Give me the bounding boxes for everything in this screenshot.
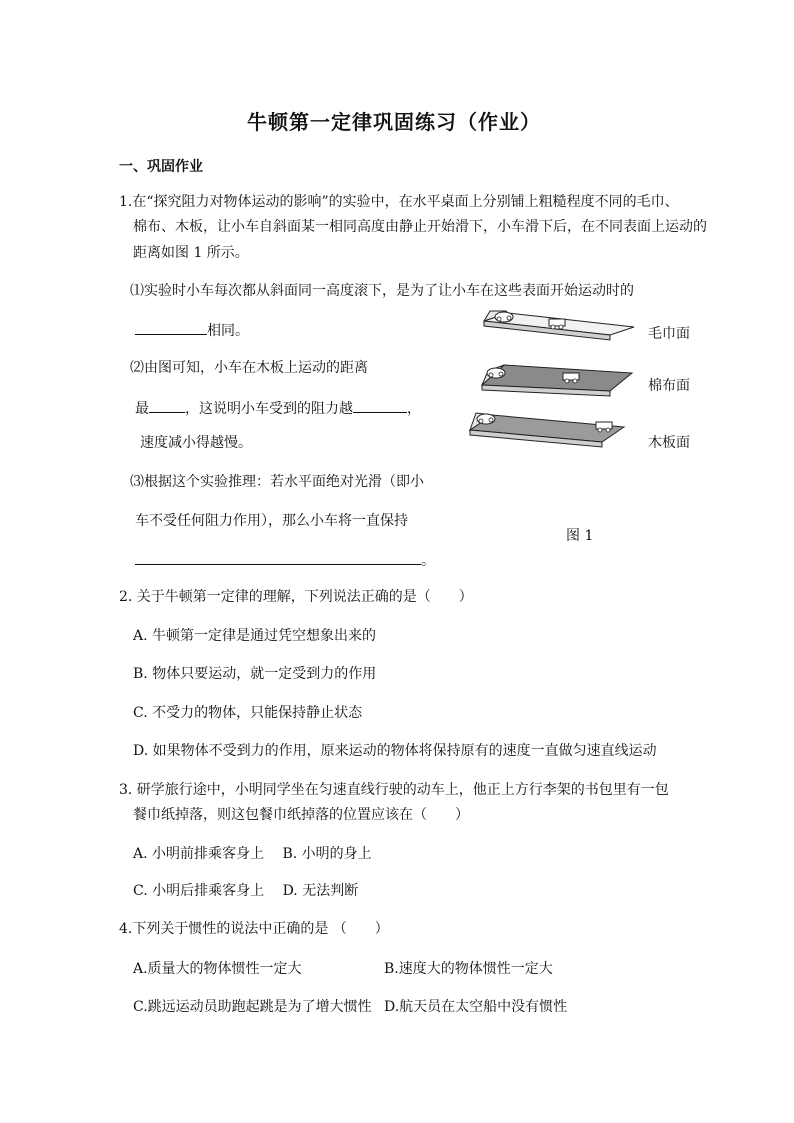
q2-option-d[interactable]: D. 如果物体不受到力的作用，原来运动的物体将保持原有的速度一直做匀速直线运动 [133, 743, 657, 759]
q1-sub2-line1: ⑵由图可知，小车在木板上运动的距离 [130, 360, 368, 376]
q1-sub2-line3: 速度减小得越慢。 [140, 435, 252, 451]
q1-sub1-line2 [135, 320, 249, 340]
cotton-slope-cart [487, 368, 505, 378]
q1-stem-line2: 棉布、木板，让小车自斜面某一相同高度由静止开始滑下，小车滑下后，在不同表面上运动的 [133, 219, 707, 235]
q1-sub2-answer-blank-1[interactable] [149, 398, 185, 413]
figure-1-diagram [462, 305, 637, 455]
q1-sub3-line2: 车不受任何阻力作用），那么小车将一直保持 [135, 513, 408, 529]
figure-caption: 图 1 [566, 528, 594, 544]
q1-sub3-line1: ⑶根据这个实验推理：若水平面绝对光滑（即小 [130, 474, 424, 490]
wood-surface-setup [470, 413, 624, 447]
q1-sub1-answer-blank[interactable] [135, 320, 207, 335]
q1-sub3-post: 。 [421, 553, 435, 569]
q3-options-row1[interactable]: A. 小明前排乘客身上 B. 小明的身上 [133, 846, 372, 862]
q1-sub2-pre: 最 [135, 401, 149, 417]
wood-slope-cart [477, 414, 495, 424]
q1-sub3-line3 [135, 550, 435, 570]
q4-stem: 4.下列关于惯性的说法中正确的是 （ ） [119, 921, 389, 937]
q1-sub3-answer-blank[interactable] [135, 550, 421, 565]
q1-sub1-after-text: 相同。 [207, 323, 249, 339]
figure-label-towel: 毛巾面 [648, 326, 690, 342]
q1-sub2-answer-blank-2[interactable] [353, 398, 407, 413]
q3-options-row2[interactable]: C. 小明后排乘客身上 D. 无法判断 [133, 883, 359, 899]
q1-stem-line3: 距离如图 1 所示。 [133, 245, 249, 261]
q2-option-a[interactable]: A. 牛顿第一定律是通过凭空想象出来的 [133, 628, 377, 644]
figure-label-wood: 木板面 [648, 435, 690, 451]
q1-sub2-post: ， [407, 401, 421, 417]
q1-sub2-mid: ，这说明小车受到的阻力越 [185, 401, 353, 417]
q1-sub1-line1: ⑴实验时小车每次都从斜面同一高度滚下，是为了让小车在这些表面开始运动时的 [130, 283, 634, 299]
q1-sub2-line2 [135, 398, 421, 418]
q4-option-a[interactable]: A.质量大的物体惯性一定大 [133, 961, 302, 977]
q4-option-c[interactable]: C.跳远运动员助跑起跳是为了增大惯性 [133, 999, 372, 1015]
q3-stem-line1: 3. 研学旅行途中，小明同学坐在匀速直线行驶的动车上，他正上方行李架的书包里有一包 [119, 782, 669, 798]
q2-option-b[interactable]: B. 物体只要运动，就一定受到力的作用 [133, 666, 377, 682]
q4-option-b[interactable]: B.速度大的物体惯性一定大 [384, 961, 553, 977]
page-title: 牛顿第一定律巩固练习（作业） [247, 110, 541, 134]
section-heading: 一、巩固作业 [119, 159, 203, 175]
q1-stem-line1: 1.在“探究阻力对物体运动的影响”的实验中，在水平桌面上分别铺上粗糙程度不同的毛巾、 [119, 194, 679, 210]
q3-stem-line2: 餐巾纸掉落，则这包餐巾纸掉落的位置应该在（ ） [133, 807, 469, 823]
q2-stem: 2. 关于牛顿第一定律的理解，下列说法正确的是（ ） [119, 589, 473, 605]
q4-option-d[interactable]: D.航天员在太空船中没有惯性 [384, 999, 568, 1015]
q2-option-c[interactable]: C. 不受力的物体，只能保持静止状态 [133, 705, 363, 721]
figure-label-cotton: 棉布面 [648, 378, 690, 394]
cotton-surface-setup [482, 365, 632, 396]
towel-surface-setup [484, 311, 634, 340]
towel-slope-cart [495, 312, 513, 322]
